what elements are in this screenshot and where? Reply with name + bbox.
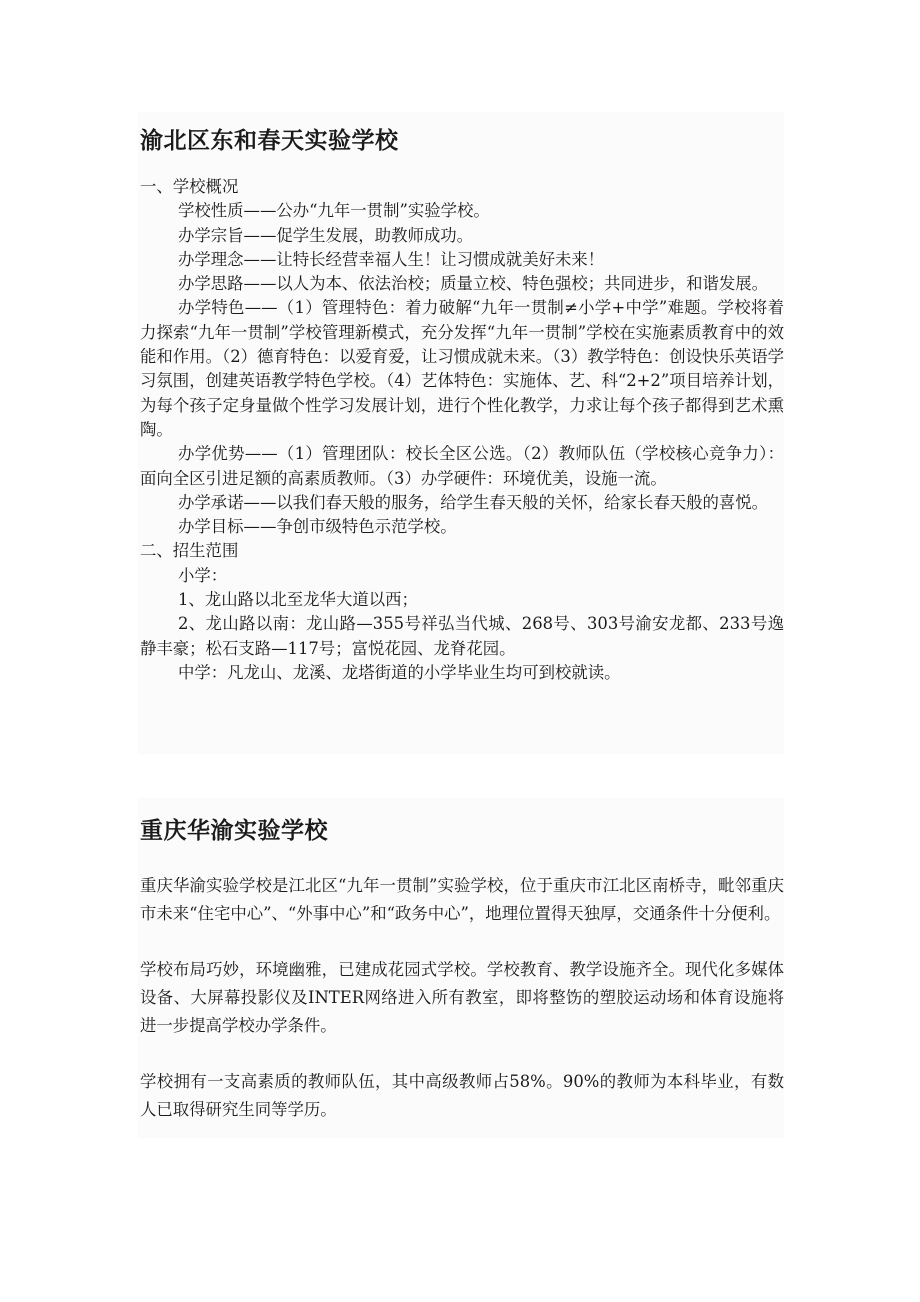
school-promise: 办学承诺——以我们春天般的服务，给学生春天般的关怀，给家长春天般的喜悦。	[178, 492, 769, 512]
school-features: 办学特色——（1）管理特色：着力破解“九年一贯制≠小学+中学”难题。学校将着力探索“九年一贯制”学校管理新模式，充分发挥“九年一贯制”学校在实施素质教育中的效能和作用。（2）德育特色：以爱育爱，让习惯成就未来。（3）教学特色：创设快乐英语学习氛围，创建英语教学特色学校。（4）艺体特色：实施体、艺、科“2+2”项目培养计划，为每个孩子定身量做个性学习发展计划，进行个性化教学，力求让每个孩子都得到艺术熏陶。	[140, 298, 784, 439]
school2-title: 重庆华渝实验学校	[140, 817, 328, 844]
school2-body	[140, 872, 784, 1124]
school-goal: 办学目标——争创市级特色示范学校。	[178, 517, 457, 537]
section-heading-overview: 一、学校概况	[140, 177, 239, 196]
school1-body	[140, 175, 784, 685]
school-concept: 办学理念——让特长经营幸福人生！让习惯成就美好未来！	[178, 249, 605, 269]
school-approach: 办学思路——以人为本、依法治校；质量立校、特色强校；共同进步，和谐发展。	[178, 274, 769, 294]
school-purpose: 办学宗旨——促学生发展，助教师成功。	[178, 225, 474, 245]
primary-area-2: 2、龙山路以南：龙山路—355号祥弘当代城、268号、303号渝安龙都、233号逸静丰豪；松石支路—117号；富悦花园、龙脊花园。	[140, 614, 784, 658]
middle-school-enrollment: 中学：凡龙山、龙溪、龙塔街道的小学毕业生均可到校就读。	[178, 662, 621, 682]
primary-label: 小学：	[178, 565, 228, 585]
school2-paragraph-location: 重庆华渝实验学校是江北区“九年一贯制”实验学校，位于重庆市江北区南桥寺，毗邻重庆市未来“住宅中心”、“外事中心”和“政务中心”，地理位置得天独厚，交通条件十分便利。	[140, 876, 784, 923]
school1-title: 渝北区东和春天实验学校	[140, 127, 399, 154]
school-advantages: 办学优势——（1）管理团队：校长全区公选。（2）教师队伍（学校核心竞争力）：面向全区引进足额的高素质教师。（3）办学硬件：环境优美，设施一流。	[140, 444, 784, 488]
school2-paragraph-facilities: 学校布局巧妙，环境幽雅，已建成花园式学校。学校教育、教学设施齐全。现代化多媒体设备、大屏幕投影仪及INTER网络进入所有教室，即将整饬的塑胶运动场和体育设施将进一步提高学校办学条件。	[140, 960, 784, 1035]
primary-area-1: 1、龙山路以北至龙华大道以西；	[178, 590, 418, 610]
school2-paragraph-teachers: 学校拥有一支高素质的教师队伍，其中高级教师占58%。90%的教师为本科毕业，有数人已取得研究生同等学历。	[140, 1072, 785, 1119]
school-nature: 学校性质——公办“九年一贯制”实验学校。	[178, 201, 490, 221]
section-heading-enrollment: 二、招生范围	[140, 541, 239, 561]
